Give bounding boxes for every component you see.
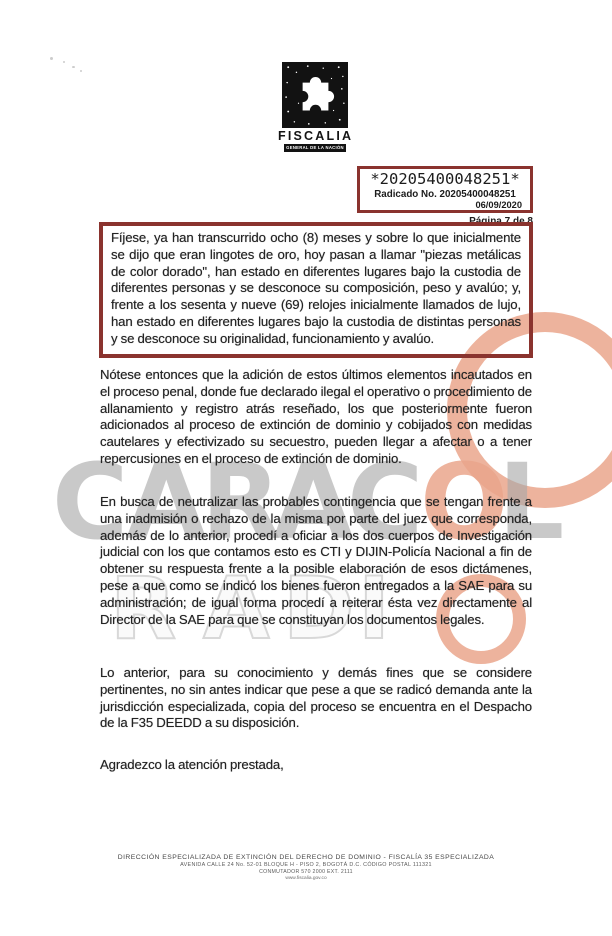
paragraph: Lo anterior, para su conocimiento y demás fines que se considere pertinentes, no sin antes indicar que pese a que se radicó demanda ante la jurisdicción especializada, copia del proceso se encuentra en el Despacho de la F35 DEEDD a su disposición. <box>100 665 532 731</box>
puzzle-piece-icon <box>282 62 348 128</box>
footer-office-line: DIRECCIÓN ESPECIALIZADA DE EXTINCIÓN DEL DERECHO DE DOMINIO - FISCALÍA 35 ESPECIALIZADA <box>117 854 495 861</box>
document-footer <box>0 854 612 883</box>
paragraph: En busca de neutralizar las probables contingencia que se tengan frente a una inadmisión o rechazo de la misma por parte del juez que corresponda, además de lo anterior, procedí a oficiar a los dos cuerpos de Investigación judicial con los que contamos esto es CTI y DIJIN-Policía Nacional a fin de obtener su respuesta frente a la posible elaboración de esos dictámenes, pese a que como se indicó los bienes fueron entregados a la SAE para su administración; de igual forma procedí a reiterar ésta vez directamente al Director de la SAE para que se constituyan los documentos legales. <box>100 494 532 627</box>
watermark-letter: C <box>347 441 424 563</box>
watermark-outline-letter: I <box>358 559 390 659</box>
logo-subtitle: GENERAL DE LA NACIÓN <box>284 144 346 152</box>
highlighted-paragraph: Fíjese, ya han transcurrido ocho (8) meses y sobre lo que inicialmente se dijo que eran lingotes de oro, hoy pasan a llamar "piezas metálicas de color dorado", han estado en diferentes lugares bajo la custodia de diferentes personas y se desconoce su composición, peso y avalúo; y, frente a los sesenta y nueve (69) relojes inicialmente llamados de lujo, han estado en diferentes lugares bajo la custodia de distintas personas y se desconoce su originalidad, funcionamiento y avalúo. <box>99 222 533 358</box>
watermark-letter: A <box>126 441 207 563</box>
watermark-outline-letter: R <box>110 559 177 659</box>
watermark-outline-letter: A <box>203 559 270 659</box>
radicado-number: Radicado No. 20205400048251 <box>374 189 516 200</box>
footer-web-line: www.fiscalia.gov.co <box>285 876 327 881</box>
radicado-stamp-box <box>357 166 533 213</box>
closing-line: Agradezco la atención prestada, <box>100 757 284 772</box>
watermark-letter: C <box>52 441 129 563</box>
watermark-outline-letter: D <box>283 559 355 659</box>
watermark-letter: R <box>201 441 282 563</box>
footer-phone-line: CONMUTADOR 570 2000 EXT. 2111 <box>259 869 353 875</box>
watermark-letter: L <box>498 441 565 563</box>
paragraph: Nótese entonces que la adición de estos últimos elementos incautados en el proceso penal, donde fue declarado ilegal el operativo o procedimiento de allanamiento y registro atrás reseñado, los que posteriormente fueron adicionados al proceso de extinción de dominio y cobijados con medidas cautelares y efectivizado su secuestro, pueden llegar a afectar o a tener repercusiones en el proceso de extinción de dominio. <box>100 367 532 466</box>
logo-title: FISCALIA <box>278 129 354 143</box>
watermark-letter: O <box>420 441 509 563</box>
page-indicator: Página 7 de 8 <box>469 216 533 227</box>
radicado-date: 06/09/2020 <box>475 200 522 210</box>
radicado-barcode-text: *20205400048251* <box>370 170 520 188</box>
footer-address-line: AVENIDA CALLE 24 No. 52-01 BLOQUE H - PISO 2, BOGOTÁ D.C. CÓDIGO POSTAL 111321 <box>180 862 432 868</box>
fiscalia-logo <box>282 62 348 133</box>
watermark-letter: A <box>273 441 354 563</box>
